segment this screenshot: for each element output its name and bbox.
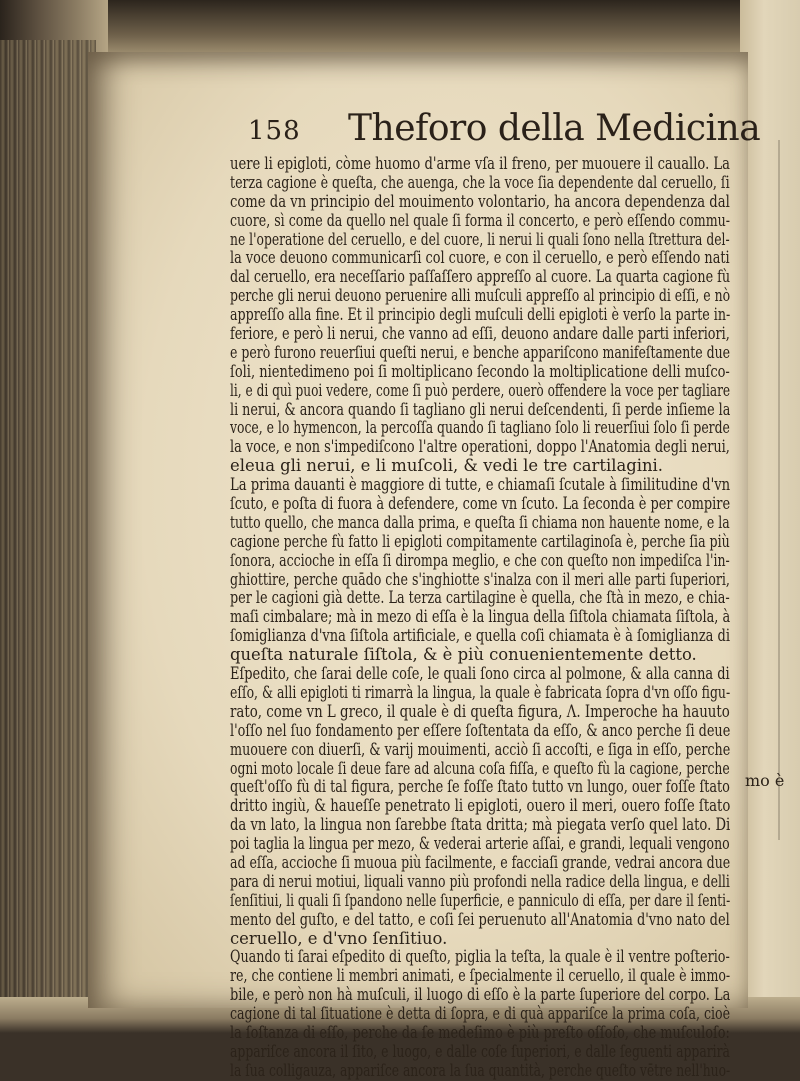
- text-line: ogni moto locale ſi deue fare ad alcuna coſa fiſſa, e queſto fù la cagione, perche: [230, 758, 730, 778]
- text-line: ſonora, accioche in eſſa ſi dirompa meglio, e che con queſto non impediſca l'in-: [230, 550, 730, 570]
- catchword: mo è: [745, 771, 785, 790]
- text-line: ghiottire, perche quādo che s'inghiotte s'inalza con il meri alle parti ſuperiori,: [230, 569, 730, 589]
- text-line: la voce deuono communicarſi col cuore, e con il ceruello, e però eſſendo nati: [230, 248, 730, 268]
- text-line: muouere con diuerſi, & varij mouimenti, acciò ſi accoſti, e ſiga in eſſo, perche: [230, 739, 731, 759]
- text-line: tutto quello, che manca dalla prima, e queſta ſi chiama non hauente nome, e la: [230, 512, 730, 532]
- text-line: queſta naturale ſiſtola, & è più conuenientemente detto.: [230, 645, 697, 665]
- text-line: feriore, e però li nerui, che vanno ad eſſi, deuono andare dalle parti inferiori,: [230, 324, 730, 344]
- body-text: [230, 155, 800, 1081]
- text-line: li, e di quì puoi vedere, come ſi può perdere, ouerò offendere la voce per tagliare: [230, 380, 731, 400]
- text-line: ſenſitiui, li quali ſi ſpandono nelle ſuperficie, e panniculo di eſſa, per dare il ſenti-: [230, 890, 731, 910]
- text-line: poi taglia la lingua per mezo, & vederai arterie aſſai, e grandi, lequali vengono: [230, 834, 730, 854]
- text-line: queſt'oſſo fù di tal figura, perche ſe foſſe ſtato tutto vn lungo, ouer foſſe ſtato: [230, 777, 730, 797]
- text-line: eſſo, & alli epigloti ti rimarrà la lingua, la quale è fabricata ſopra d'vn oſſo figu-: [230, 682, 731, 702]
- text-line: dal ceruello, era neceſſario paſſaſſero appreſſo al cuore. La quarta cagione fù: [230, 267, 731, 287]
- text-line: mento del guſto, e del tatto, e coſi ſei peruenuto all'Anatomia d'vno nato del: [230, 909, 730, 929]
- book-top-edge: [0, 0, 800, 58]
- text-line: cuore, sì come da quello nel quale ſi forma il concerto, e però eſſendo commu-: [230, 210, 730, 230]
- text-line: ceruello, e d'vno ſenſitiuo.: [230, 928, 448, 948]
- text-line: la ſoſtanza di eſſo, perche da ſe medeſimo è più preſto oſſoſo, che muſculoſo:: [230, 1022, 730, 1042]
- text-line: la ſua colligauza, appariſce ancora la ſua quantità, perche queſto vētre nell'huo-: [230, 1060, 731, 1080]
- running-title: Theforo della Medicina: [348, 108, 761, 149]
- text-line: ne l'operatione del ceruello, e del cuore, li nerui li quali ſono nella ſtrettura del-: [230, 229, 730, 249]
- page-number: 158: [248, 116, 301, 146]
- text-line: per le cagioni già dette. La terza cartilagine è quella, che ſtà in mezo, e chia-: [230, 588, 730, 608]
- page-header: [248, 106, 761, 156]
- text-line: voce, e lo hymencon, la percoſſa quando ſi tagliano ſolo li reuerſiui ſolo ſi perde: [230, 418, 730, 438]
- text-line: perche gli nerui deuono peruenire alli muſculi appreſſo al principio di eſſi, e nò: [230, 286, 731, 306]
- text-line: la voce, e non s'impediſcono l'altre operationi, doppo l'Anatomia degli nerui,: [230, 437, 730, 457]
- text-line: appariſce ancora il ſito, e luogo, e dalle coſe ſuperiori, e dalle ſeguenti apparirà: [230, 1041, 730, 1061]
- text-line: ſoli, nientedimeno poi ſi moltiplicano ſecondo la moltiplicatione delli muſco-: [230, 361, 730, 381]
- text-line: li nerui, & ancora quando ſi tagliano gli nerui deſcendenti, ſi perde inſieme la: [230, 399, 731, 419]
- text-line: para di nerui motiui, liquali vanno più profondi nella radice della lingua, e delli: [230, 871, 730, 891]
- text-line: cagione di tal ſituatione è detta di ſopra, e di quà appariſce la prima coſa, cioè: [230, 1004, 731, 1024]
- text-line: eleua gli nerui, e li muſcoli, & vedi le tre cartilagini.: [230, 456, 663, 476]
- text-line: e però furono reuerſiui queſti nerui, e benche appariſcono manifeſtamente due: [230, 342, 731, 362]
- text-line: uere li epigloti, còme huomo d'arme vſa il freno, per muouere il cauallo. La: [230, 154, 730, 173]
- text-line: maſi cimbalare; mà in mezo di eſſa è la lingua della ſiſtola chiamata ſiſtola, à: [230, 607, 731, 627]
- text-line: l'oſſo nel ſuo fondamento per eſſere ſoſtentata da eſſo, & anco perche ſi deue: [230, 720, 731, 740]
- text-line: da vn lato, la lingua non ſarebbe ſtata dritta; mà piegata verſo quel lato. Di: [230, 815, 731, 835]
- text-line: ad eſſa, accioche ſi muoua più facilmente, e facciaſi grande, vedrai ancora due: [230, 852, 731, 872]
- text-line: appreſſo alla fine. Et il principio degli muſculi delli epigloti è verſo la parte in-: [230, 305, 731, 325]
- text-line: Eſpedito, che ſarai delle coſe, le quali ſono circa al polmone, & alla canna di: [230, 664, 730, 684]
- text-line: dritto ingiù, & haueſſe penetrato li epigloti, ouero il meri, ouero foſſe ſtato: [230, 796, 731, 816]
- text-line: La prima dauanti è maggiore di tutte, e chiamaſi ſcutale à ſimilitudine d'vn: [230, 475, 731, 495]
- page-stack-left: [0, 40, 96, 1000]
- text-line: re, che contiene li membri animati, e ſpecialmente il ceruello, il quale è immo-: [230, 966, 731, 986]
- text-line: ſcuto, e poſta di fuora à defendere, come vn ſcuto. La ſeconda è per compire: [230, 494, 731, 514]
- text-line: bile, e però non hà muſculi, il luogo di eſſo è la parte ſuperiore del corpo. La: [230, 985, 731, 1005]
- text-line: rato, come vn L greco, il quale è di queſta figura, Λ. Imperoche ha hauuto: [230, 701, 730, 721]
- text-line: Quando ti ſarai eſpedito di queſto, piglia la teſta, la quale è il ventre poſterio-: [230, 947, 730, 967]
- text-line: cagione perche fù fatto li epigloti compitamente cartilaginoſa è, perche ſia più: [230, 531, 730, 551]
- text-line: come da vn principio del mouimento volontario, ha ancora dependenza dal: [230, 191, 730, 211]
- text-line: terza cagione è queſta, che auenga, che la voce ſia dependente dal ceruello, ſi: [230, 172, 730, 192]
- text-line: ſomiglianza d'vna ſiſtola artificiale, e quella coſi chiamata è à ſomiglianza di: [230, 626, 731, 646]
